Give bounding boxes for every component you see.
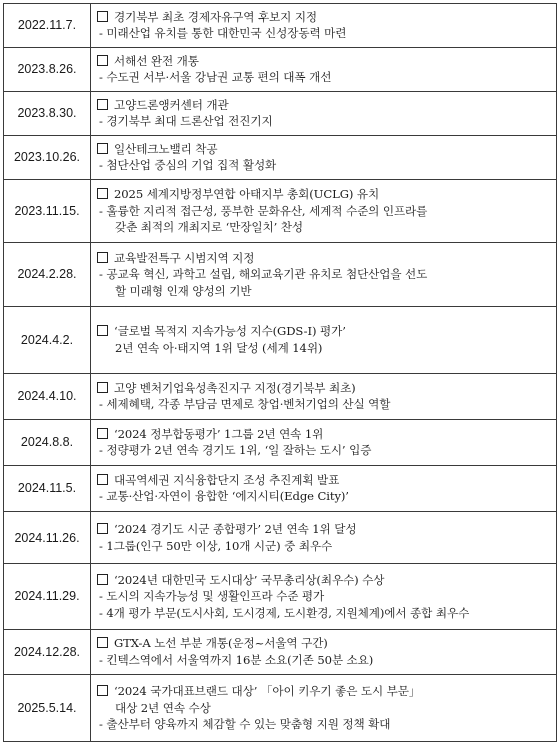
- timeline-row: [4, 674, 557, 741]
- timeline-date: 2024.12.28.: [4, 629, 91, 674]
- timeline-date: 2025.5.14.: [4, 674, 91, 741]
- timeline-content: [91, 512, 557, 564]
- timeline-detail: - 세제혜택, 각종 부담금 면제로 창업·벤처기업의 산실 역할: [99, 397, 391, 412]
- timeline-detail: - 정량평가 2년 연속 경기도 1위, ‘일 잘하는 도시’ 입증: [99, 443, 372, 458]
- timeline-title-line: [97, 683, 552, 700]
- timeline-row: [4, 91, 557, 135]
- timeline-title: GTX-A 노선 부분 개통(운정~서울역 구간): [114, 636, 328, 651]
- timeline-detail: - 도시의 지속가능성 및 생활인프라 수준 평가: [99, 589, 325, 604]
- timeline-detail: - 훌륭한 지리적 접근성, 풍부한 문화유산, 세계적 수준의 인프라를: [99, 203, 428, 218]
- timeline-detail: - 1그룹(인구 50만 이상, 10개 시군) 중 최우수: [99, 538, 333, 553]
- timeline-title: ‘2024 정부합동평가’ 1그룹 2년 연속 1위: [114, 426, 324, 441]
- timeline-title-line: [97, 141, 552, 158]
- timeline-title: 일산테크노밸리 착공: [114, 141, 218, 156]
- timeline-title-line: [97, 635, 552, 652]
- timeline-content: [91, 306, 557, 373]
- checkbox-square-icon: [97, 523, 108, 534]
- checkbox-square-icon: [97, 11, 108, 22]
- timeline-detail: - 출산부터 양육까지 체감할 수 있는 맞춤형 지원 정책 확대: [99, 717, 391, 732]
- timeline-content: [91, 91, 557, 135]
- timeline-content: [91, 465, 557, 511]
- checkbox-square-icon: [97, 685, 108, 696]
- timeline-row: [4, 564, 557, 630]
- timeline-title-line: [97, 472, 552, 489]
- checkbox-square-icon: [97, 574, 108, 585]
- timeline-content: [91, 629, 557, 674]
- timeline-row: [4, 306, 557, 373]
- timeline-date: 2024.11.29.: [4, 564, 91, 630]
- timeline-title: ‘2024년 대한민국 도시대상’ 국무총리상(최우수) 수상: [114, 572, 385, 587]
- checkbox-square-icon: [97, 55, 108, 66]
- timeline-title: 대곡역세권 지식융합단지 조성 추진계획 발표: [114, 472, 340, 487]
- timeline-date: 2024.11.26.: [4, 512, 91, 564]
- timeline-title: ‘2024 국가대표브랜드 대상’ 「아이 키우기 좋은 도시 부문」: [114, 684, 421, 699]
- timeline-row: [4, 629, 557, 674]
- timeline-detail: - 첨단산업 중심의 기업 집적 활성화: [99, 158, 277, 173]
- timeline-title-line: [97, 97, 552, 114]
- timeline-row: [4, 419, 557, 465]
- timeline-date: 2023.8.26.: [4, 47, 91, 91]
- timeline-row: [4, 373, 557, 419]
- timeline-content: [91, 564, 557, 630]
- timeline-title: 경기북부 최초 경제자유구역 후보지 지정: [114, 9, 318, 24]
- timeline-document: [3, 3, 557, 742]
- timeline-title-line: [97, 323, 552, 340]
- timeline-date: 2024.11.5.: [4, 465, 91, 511]
- timeline-title-line: [97, 521, 552, 538]
- timeline-detail: - 수도권 서부·서울 강남권 교통 편의 대폭 개선: [99, 70, 332, 85]
- timeline-content: [91, 419, 557, 465]
- timeline-detail: 대상 2년 연속 수상: [115, 700, 211, 715]
- checkbox-square-icon: [97, 143, 108, 154]
- timeline-row: [4, 179, 557, 243]
- timeline-content: [91, 135, 557, 179]
- timeline-table: [3, 3, 557, 742]
- timeline-row: [4, 243, 557, 307]
- timeline-detail: - 교통·산업·자연이 융합한 ‘에지시티(Edge City)’: [99, 489, 349, 504]
- timeline-row: [4, 512, 557, 564]
- timeline-title: 교육발전특구 시범지역 지정: [114, 250, 255, 265]
- timeline-detail: 할 미래형 인재 양성의 기반: [115, 283, 252, 298]
- timeline-date: 2022.11.7.: [4, 4, 91, 48]
- timeline-detail: 갖춘 최적의 개최지로 ‘만장일치’ 찬성: [115, 220, 304, 234]
- timeline-title: 2025 세계지방정부연합 아태지부 총회(UCLG) 유치: [114, 187, 380, 201]
- checkbox-square-icon: [97, 474, 108, 485]
- checkbox-square-icon: [97, 325, 108, 336]
- timeline-title-line: [97, 9, 552, 26]
- timeline-content: [91, 179, 557, 243]
- timeline-title-line: [97, 186, 552, 203]
- timeline-title: 서해선 완전 개통: [114, 53, 199, 68]
- timeline-title: ‘글로벌 목적지 지속가능성 지수(GDS-I) 평가’: [114, 324, 346, 339]
- timeline-date: 2024.4.2.: [4, 306, 91, 373]
- timeline-detail: - 경기북부 최대 드론산업 전진기지: [99, 114, 273, 129]
- timeline-content: [91, 674, 557, 741]
- timeline-row: [4, 465, 557, 511]
- timeline-row: [4, 4, 557, 48]
- checkbox-square-icon: [97, 188, 108, 199]
- timeline-title-line: [97, 250, 552, 267]
- checkbox-square-icon: [97, 252, 108, 263]
- timeline-date: 2023.11.15.: [4, 179, 91, 243]
- timeline-detail: - 킨텍스역에서 서울역까지 16분 소요(기존 50분 소요): [99, 652, 374, 667]
- timeline-detail: 2년 연속 아·태지역 1위 달성 (세계 14위): [115, 340, 323, 355]
- timeline-date: 2024.8.8.: [4, 419, 91, 465]
- timeline-title: 고양 벤처기업육성촉진지구 지정(경기북부 최초): [114, 380, 356, 395]
- checkbox-square-icon: [97, 382, 108, 393]
- timeline-title: 고양드론앵커센터 개관: [114, 97, 229, 112]
- checkbox-square-icon: [97, 99, 108, 110]
- timeline-date: 2024.4.10.: [4, 373, 91, 419]
- timeline-title-line: [97, 380, 552, 397]
- timeline-content: [91, 243, 557, 307]
- checkbox-square-icon: [97, 428, 108, 439]
- timeline-detail: - 공교육 혁신, 과학고 설립, 해외교육기관 유치로 첨단산업을 선도: [99, 267, 428, 282]
- timeline-date: 2024.2.28.: [4, 243, 91, 307]
- timeline-title-line: [97, 572, 552, 589]
- timeline-title-line: [97, 53, 552, 70]
- checkbox-square-icon: [97, 637, 108, 648]
- timeline-title: ‘2024 경기도 시군 종합평가’ 2년 연속 1위 달성: [114, 522, 357, 537]
- timeline-date: 2023.10.26.: [4, 135, 91, 179]
- timeline-detail: - 미래산업 유치를 통한 대한민국 신성장동력 마련: [99, 26, 347, 41]
- timeline-content: [91, 373, 557, 419]
- timeline-date: 2023.8.30.: [4, 91, 91, 135]
- timeline-content: [91, 47, 557, 91]
- timeline-content: [91, 4, 557, 48]
- timeline-row: [4, 47, 557, 91]
- timeline-row: [4, 135, 557, 179]
- timeline-detail: - 4개 평가 부문(도시사회, 도시경제, 도시환경, 지원체계)에서 종합 최우수: [99, 605, 470, 620]
- timeline-title-line: [97, 426, 552, 443]
